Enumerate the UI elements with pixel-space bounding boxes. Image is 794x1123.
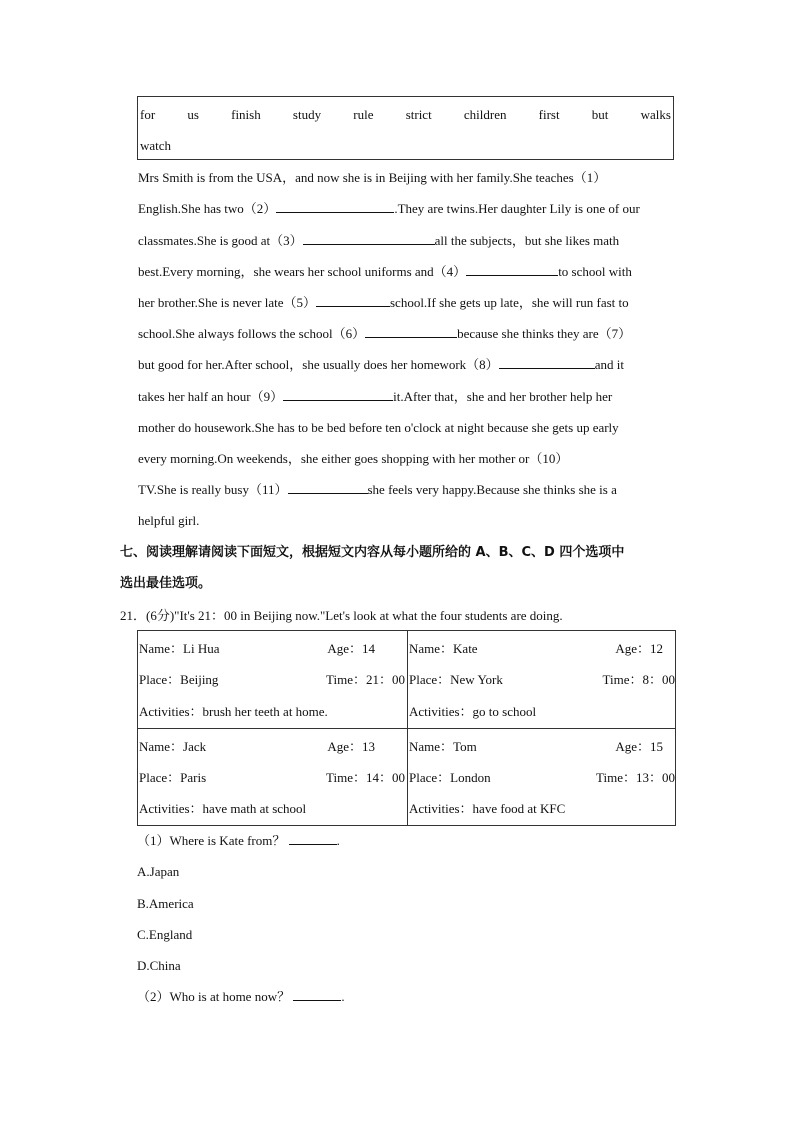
section-heading-line: 七、阅读理解请阅读下面短文，根据短文内容从每小题所给的 A、B、C、D 四个选项中 bbox=[120, 545, 625, 560]
student-time: Time：8：00 bbox=[602, 672, 675, 687]
word-bank-item: children bbox=[463, 107, 507, 122]
student-name: Name：Jack bbox=[139, 739, 207, 754]
student-name: Name：Li Hua bbox=[139, 641, 220, 656]
student-activities: Activities：have math at school bbox=[139, 801, 307, 816]
passage-line: every morning.On weekends，she either goes shopping with her mother or（10） bbox=[138, 451, 569, 466]
passage-line: but good for her.After school，she usually does her homework（8） and it bbox=[138, 357, 624, 372]
word-bank-item: us bbox=[187, 107, 199, 122]
student-place: Place：Beijing bbox=[139, 672, 219, 687]
blank-11[interactable] bbox=[288, 480, 368, 494]
word-bank-item: rule bbox=[353, 107, 374, 122]
word-bank-item: walks bbox=[640, 107, 671, 122]
section-heading-line: 选出最佳选项。 bbox=[120, 576, 212, 591]
word-bank-item: strict bbox=[405, 107, 432, 122]
student-activities: Activities：have food at KFC bbox=[409, 801, 566, 816]
section-heading bbox=[120, 543, 676, 563]
passage-line: classmates.She is good at（3） all the subjects，but she likes math bbox=[138, 233, 620, 248]
student-card-li-hua bbox=[138, 631, 406, 728]
question-text: （1）Where is Kate from？ bbox=[137, 833, 286, 848]
student-card-kate bbox=[408, 631, 676, 728]
blank-8[interactable] bbox=[499, 355, 595, 369]
blank-2[interactable] bbox=[276, 199, 394, 213]
blank-4[interactable] bbox=[466, 262, 558, 276]
passage-line: best.Every morning，she wears her school uniforms and（4） to school with bbox=[138, 264, 632, 279]
word-bank-item: watch bbox=[140, 138, 172, 153]
passage-line: TV.She is really busy（11） she feels very happy.Because she thinks she is a bbox=[138, 482, 617, 497]
option-c[interactable]: C.England bbox=[137, 927, 193, 942]
passage-line: her brother.She is never late（5） school.If she gets up late，she will run fast to bbox=[138, 295, 629, 310]
student-card-jack bbox=[138, 729, 406, 826]
answer-blank-1[interactable] bbox=[289, 831, 337, 845]
question-2 bbox=[137, 987, 345, 1007]
question-21-intro: 21．(6分)"It's 21：00 in Beijing now."Let's look at what the four students are doing. bbox=[120, 608, 563, 623]
student-activities: Activities：go to school bbox=[409, 704, 537, 719]
word-bank-box bbox=[137, 96, 674, 160]
student-place: Place：London bbox=[409, 770, 491, 785]
student-age: Age：13 bbox=[327, 739, 375, 754]
answer-blank-2[interactable] bbox=[293, 987, 341, 1001]
passage-line: English.She has two（2） .They are twins.Her daughter Lily is one of our bbox=[138, 201, 640, 216]
blank-6[interactable] bbox=[365, 324, 457, 338]
option-d[interactable]: D.China bbox=[137, 958, 181, 973]
passage-line: takes her half an hour（9） it.After that，she and her brother help her bbox=[138, 389, 613, 404]
student-time: Time：13：00 bbox=[596, 770, 675, 785]
student-place: Place：New York bbox=[409, 672, 503, 687]
blank-3[interactable] bbox=[303, 231, 435, 245]
student-age: Age：14 bbox=[327, 641, 375, 656]
word-bank-item: for bbox=[140, 107, 156, 122]
student-info-table bbox=[137, 630, 676, 826]
blank-9[interactable] bbox=[283, 387, 393, 401]
question-tail: . bbox=[341, 989, 345, 1004]
option-b[interactable]: B.America bbox=[137, 896, 194, 911]
passage-line: mother do housework.She has to be bed before ten o'clock at night because she gets up early bbox=[138, 420, 619, 435]
student-time: Time：14：00 bbox=[326, 770, 405, 785]
passage-line: helpful girl. bbox=[138, 513, 200, 528]
blank-5[interactable] bbox=[316, 293, 390, 307]
word-bank-item: but bbox=[591, 107, 609, 122]
word-bank-item: study bbox=[292, 107, 322, 122]
student-name: Name：Tom bbox=[409, 739, 477, 754]
student-name: Name：Kate bbox=[409, 641, 478, 656]
word-bank-item: finish bbox=[231, 107, 261, 122]
word-bank-row bbox=[140, 107, 671, 123]
student-activities: Activities：brush her teeth at home. bbox=[139, 704, 328, 719]
student-age: Age：15 bbox=[615, 739, 663, 754]
passage-line: Mrs Smith is from the USA，and now she is in Beijing with her family.She teaches（1） bbox=[138, 170, 607, 185]
question-tail: . bbox=[336, 833, 340, 848]
passage-line: school.She always follows the school（6） because she thinks they are（7） bbox=[138, 326, 632, 341]
option-a[interactable]: A.Japan bbox=[137, 864, 180, 879]
student-card-tom bbox=[408, 729, 676, 826]
question-text: （2）Who is at home now？ bbox=[137, 989, 291, 1004]
student-age: Age：12 bbox=[615, 641, 663, 656]
question-1 bbox=[137, 831, 340, 851]
word-bank-item: first bbox=[538, 107, 560, 122]
student-time: Time：21：00 bbox=[326, 672, 405, 687]
section-heading bbox=[120, 574, 676, 594]
student-place: Place：Paris bbox=[139, 770, 207, 785]
